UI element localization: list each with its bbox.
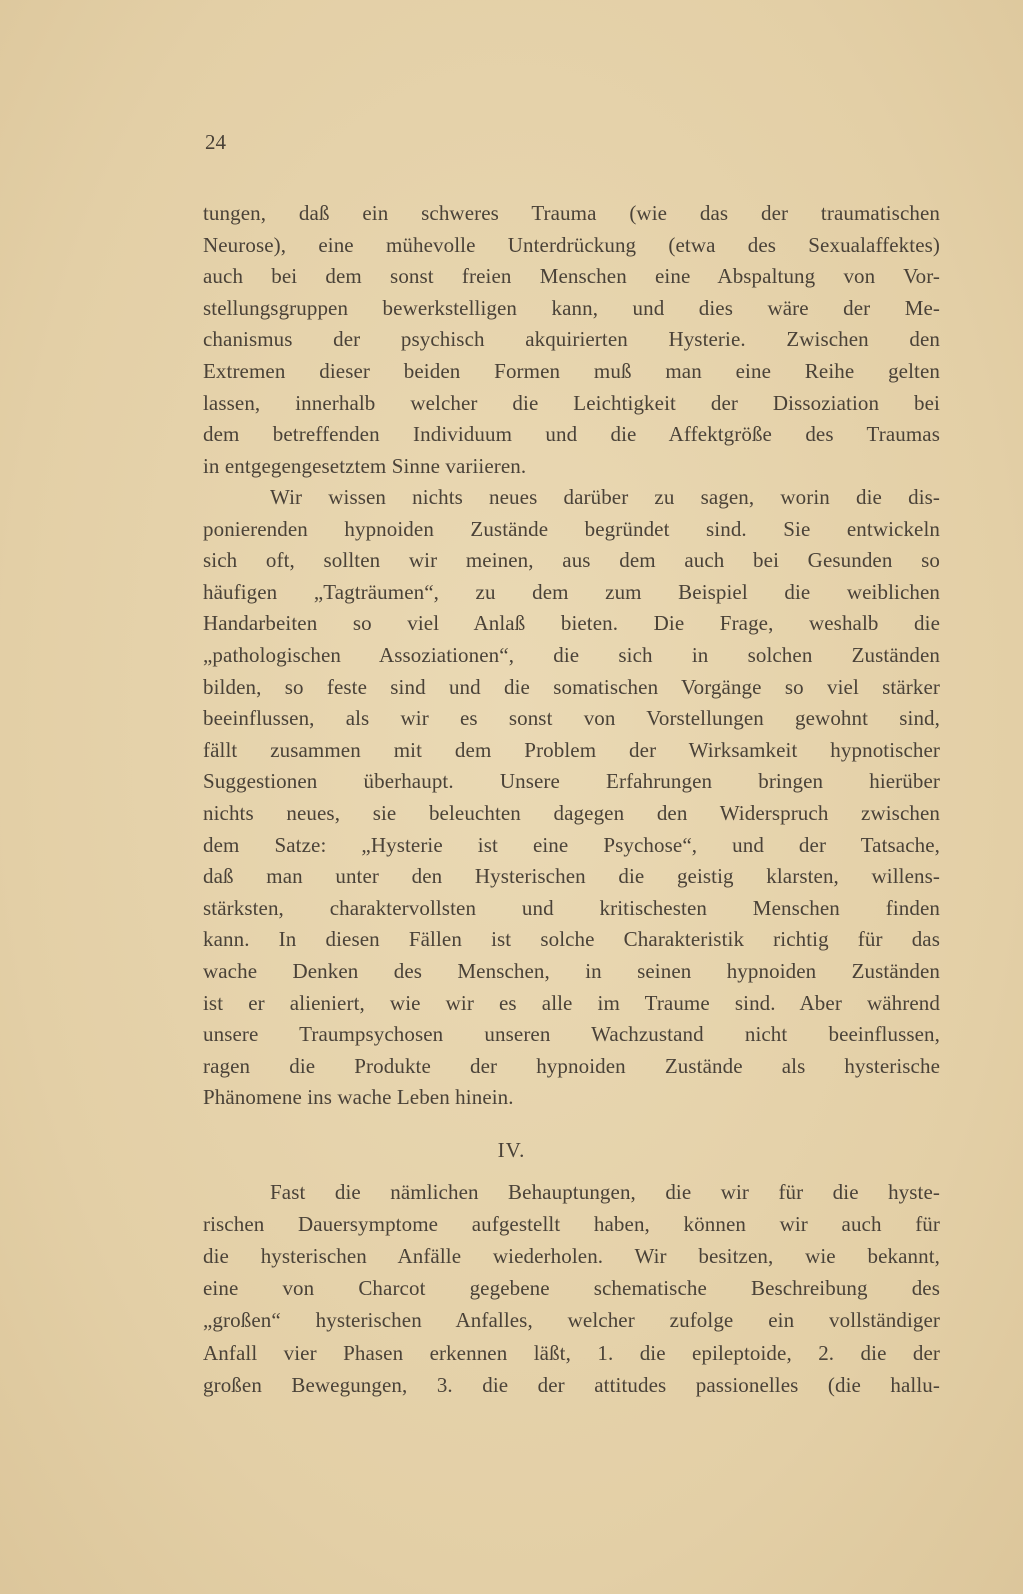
text-line: in entgegengesetztem Sinne variieren. [203,453,527,478]
text-line: lassen, innerhalb welcher die Leichtigkeit der Dissoziation bei [203,390,940,415]
text-line: beeinflussen, als wir es sonst von Vorstellungen gewohnt sind, [203,706,940,731]
text-line: stärksten, charaktervollsten und kritischesten Menschen finden [203,895,940,920]
text-line: rischen Dauersymptome aufgestellt haben, können wir auch für [203,1212,940,1237]
text-line: ragen die Produkte der hypnoiden Zustände als hysterische [203,1053,940,1078]
text-line: daß man unter den Hysterischen die geistig klarsten, willens- [203,864,940,889]
text-line: großen Bewegungen, 3. die der attitudes passionelles (die hallu- [203,1372,940,1397]
text-line: „pathologischen Assoziationen“, die sich in solchen Zuständen [203,643,940,667]
text-line: Fast die nämlichen Behauptungen, die wir für die hyste- [270,1180,940,1204]
text-line: eine von Charcot gegebene schematische Beschreibung des [203,1276,940,1301]
text-line: Wir wissen nichts neues darüber zu sagen, worin die dis- [270,485,940,509]
section-heading: IV. [497,1138,526,1162]
text-line: kann. In diesen Fällen ist solche Charakteristik richtig für das [203,927,940,952]
text-line: bilden, so feste sind und die somatischen Vorgänge so viel stärker [203,674,940,699]
text-line: Neurose), eine mühevolle Unterdrückung (etwa des Sexualaffektes) [203,232,940,257]
text-line: Anfall vier Phasen erkennen läßt, 1. die epileptoide, 2. die der [203,1340,940,1365]
text-line: auch bei dem sonst freien Menschen eine Abspaltung von Vor- [203,264,940,289]
text-line: fällt zusammen mit dem Problem der Wirksamkeit hypnotischer [203,737,940,762]
text-line: die hysterischen Anfälle wiederholen. Wir besitzen, wie bekannt, [203,1244,940,1269]
text-line: Suggestionen überhaupt. Unsere Erfahrungen bringen hierüber [203,769,940,794]
text-line: häufigen „Tagträumen“, zu dem zum Beispiel die weiblichen [203,579,940,604]
text-line: nichts neues, sie beleuchten dagegen den Widerspruch zwischen [203,801,940,825]
text-line: unsere Traumpsychosen unseren Wachzustand nicht beeinflussen, [203,1022,940,1047]
text-line: dem Satze: „Hysterie ist eine Psychose“, und der Tatsache, [203,832,940,857]
text-line: ponierenden hypnoiden Zustände begründet sind. Sie entwickeln [203,516,940,541]
text-line: Phänomene ins wache Leben hinein. [203,1085,514,1110]
text-line: „großen“ hysterischen Anfalles, welcher zufolge ein vollständiger [203,1308,940,1333]
text-line: ist er alieniert, wie wir es alle im Traume sind. Aber während [203,990,940,1015]
text-line: chanismus der psychisch akquirierten Hysterie. Zwischen den [203,327,940,352]
page-number: 24 [205,130,226,154]
text-line: Extremen dieser beiden Formen muß man eine Reihe gelten [203,359,940,383]
text-line: sich oft, sollten wir meinen, aus dem auch bei Gesunden so [203,548,940,573]
text-line: tungen, daß ein schweres Trauma (wie das der traumatischen [203,201,940,225]
text-line: stellungsgruppen bewerkstelligen kann, und dies wäre der Me- [203,295,940,320]
text-line: wache Denken des Menschen, in seinen hypnoiden Zuständen [203,959,940,983]
text-line: Handarbeiten so viel Anlaß bieten. Die Frage, weshalb die [203,611,940,636]
text-line: dem betreffenden Individuum und die Affektgröße des Traumas [203,422,940,447]
